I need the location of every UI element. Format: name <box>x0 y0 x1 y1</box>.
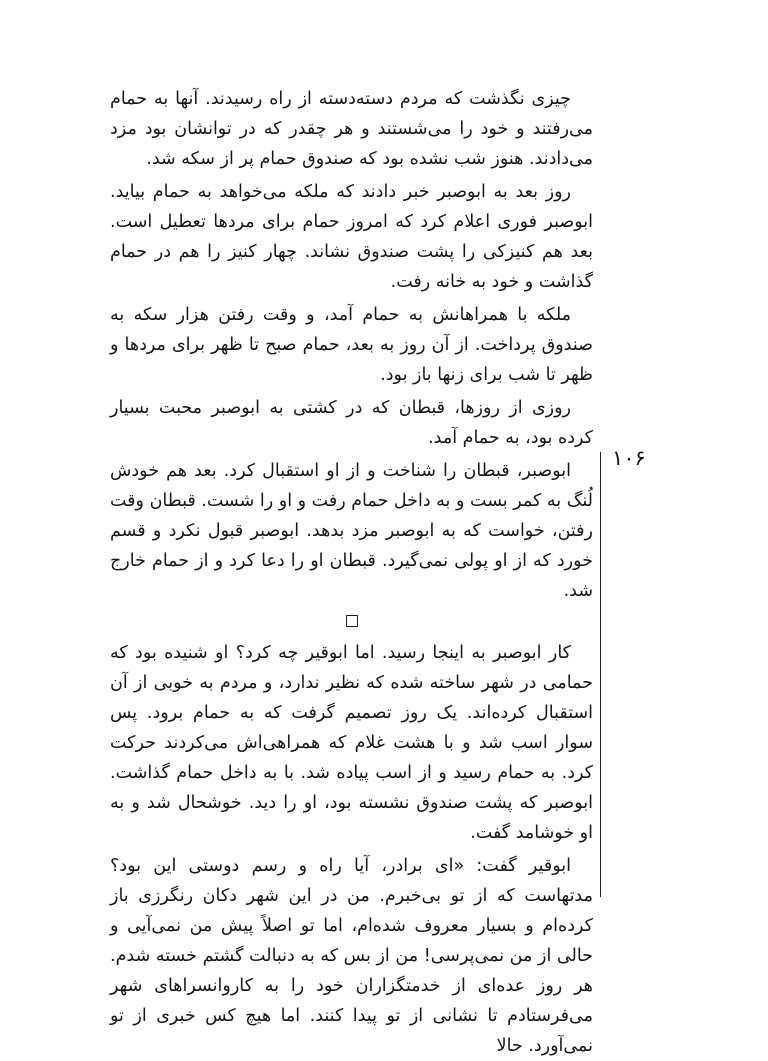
paragraph: روز بعد به ابوصبر خبر دادند که ملکه می‌خواهد به حمام بیاید. ابوصبر فوری اعلام کرد که امروز حمام برای مردها تعطیل است. بعد هم کنیزکی را پشت صندوق نشاند. چهار کنیز را هم در حمام گذاشت و خود به خانه رفت. <box>110 182 593 292</box>
page-number: ۱۰۶ <box>612 446 646 470</box>
paragraph: ابوصبر، قبطان را شناخت و از او استقبال کرد. بعد هم خودش لُنگ به کمر بست و به داخل حمام رفت و او را شست. قبطان وقت رفتن، خواست که به ابوصبر مزد بدهد. ابوصبر قبول نکرد و قسم خورد که از او پولی نمی‌گیرد. قبطان او را دعا کرد و از حمام خارج شد. <box>110 461 593 601</box>
paragraph: روزی از روزها، قبطان که در کشتی به ابوصبر محبت بسیار کرده بود، به حمام آمد. <box>110 398 593 448</box>
paragraph: کار ابوصبر به اینجا رسید. اما ابوقیر چه کرد؟ او شنیده بود که حمامی در شهر ساخته شده که نظیر ندارد، و مردم به خوبی از آن استقبال کرده‌اند. یک روز تصمیم گرفت که به حمام برود. پس سوار اسب شد و با هشت غلام که همراهی‌اش می‌کردند حرکت کرد. به حمام رسید و از اسب پیاده شد. با به داخل حمام گذاشت. ابوصبر که پشت صندوق نشسته بود، او را دید. خوشحال شد و به او خوشامد گفت. <box>110 643 593 843</box>
paragraph: ابوقیر گفت: «ای برادر، آیا راه و رسم دوستی این بود؟ مدتهاست که از تو بی‌خبرم. من در این شهر دکان رنگرزی باز کرده‌ام و بسیار معروف شده‌ام، اما تو اصلاً پیش من نمی‌آیی و حالی از من نمی‌پرسی! من از بس که به دنبالت گشتم خسته شدم. هر روز عده‌ای از خدمتگزاران خود را به کاروانسراهای شهر می‌فرستادم تا نشانی از تو پیدا کنند. اما هیچ کس خبری از تو نمی‌آورد. حالا <box>110 856 593 1056</box>
section-break-square-icon <box>110 608 593 634</box>
margin-rule <box>600 452 601 897</box>
body-text <box>110 84 593 1061</box>
paragraph: ملکه با همراهانش به حمام آمد، و وقت رفتن هزار سکه به صندوق پرداخت. از آن روز به بعد، حمام صبح تا ظهر برای مردها و ظهر تا شب برای زنها باز بود. <box>110 305 593 385</box>
paragraph: چیزی نگذشت که مردم دسته‌دسته از راه رسیدند. آنها به حمام می‌رفتند و خود را می‌شستند و هر چقدر که در توانشان بود مزد می‌دادند. هنوز شب نشده بود که صندوق حمام پر از سکه شد. <box>110 89 593 169</box>
